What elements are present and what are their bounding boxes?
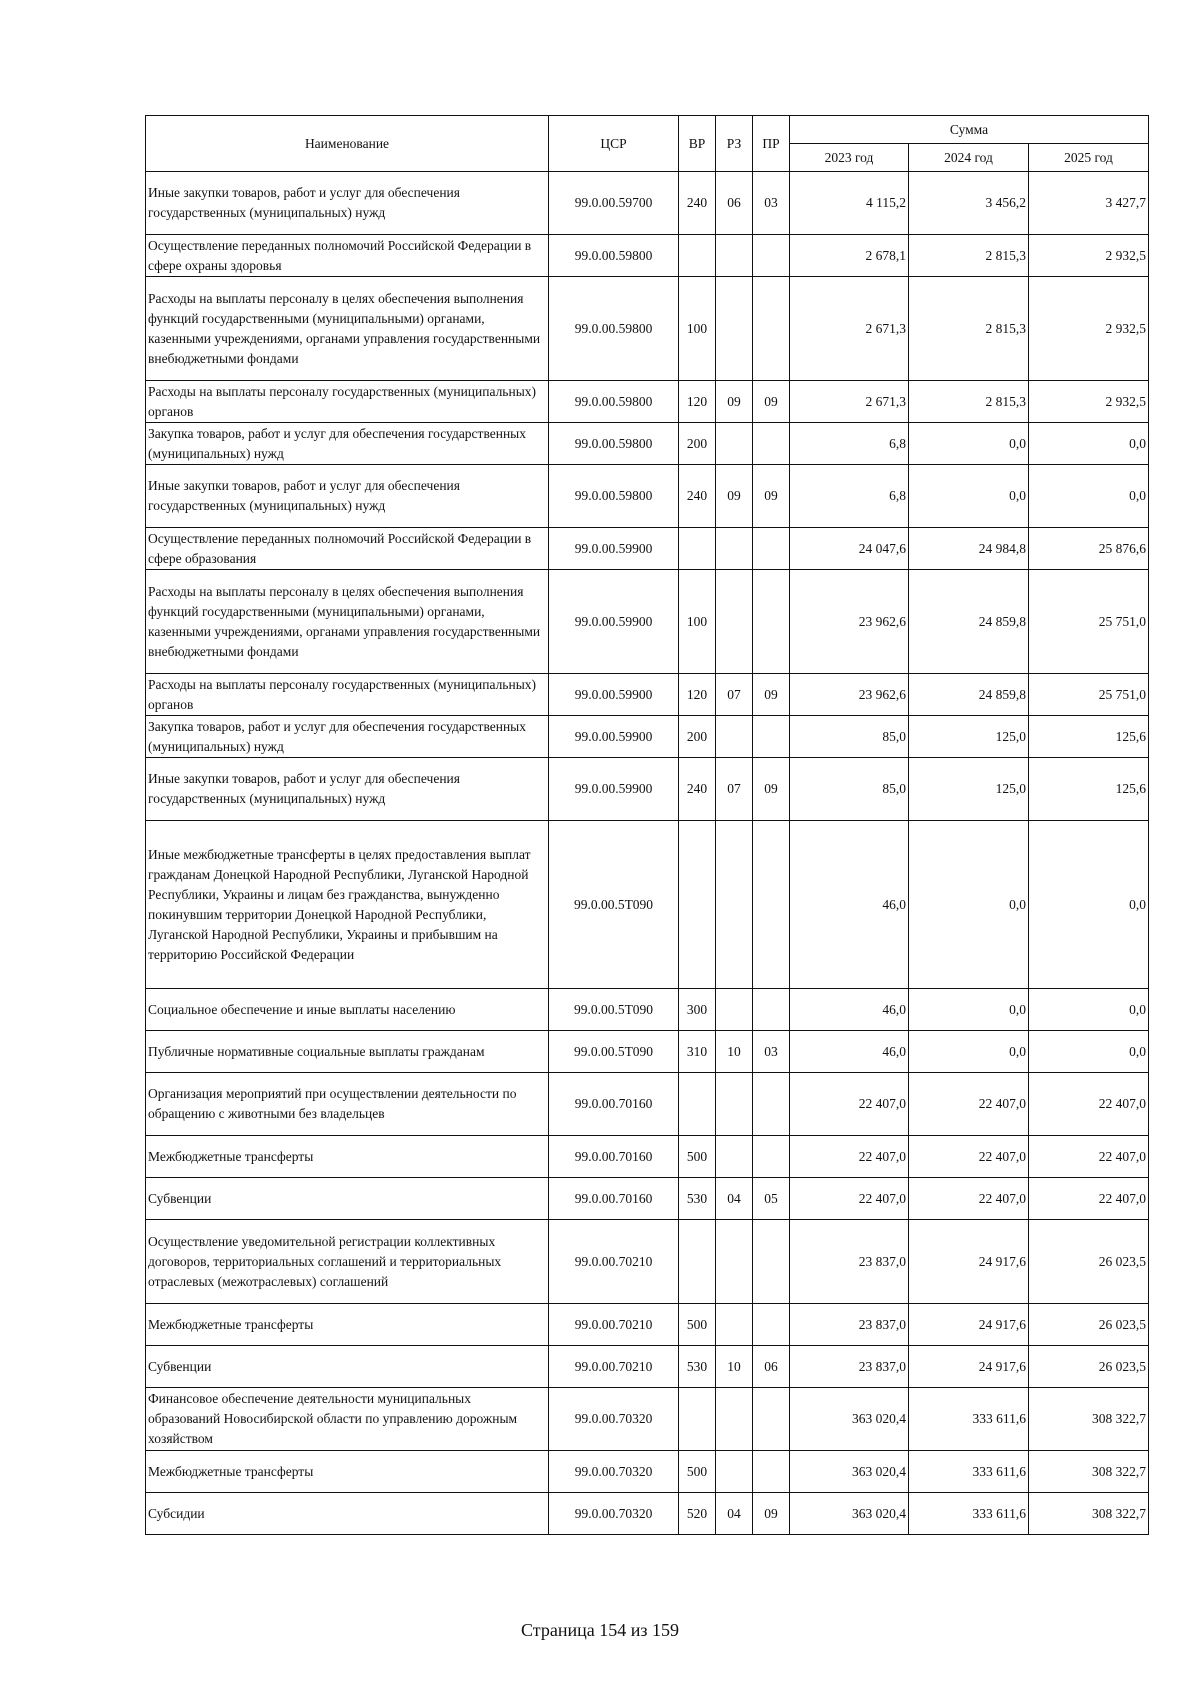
cell-s2023: 46,0: [790, 1031, 909, 1073]
cell-csr: 99.0.00.70210: [549, 1304, 679, 1346]
cell-pr: 09: [753, 1493, 790, 1535]
cell-csr: 99.0.00.59800: [549, 381, 679, 423]
cell-s2025: 22 407,0: [1029, 1073, 1149, 1136]
cell-rz: [716, 1073, 753, 1136]
cell-name: Субсидии: [146, 1493, 549, 1535]
header-year-2025: 2025 год: [1029, 144, 1149, 172]
cell-vr: 530: [679, 1346, 716, 1388]
table-row: [146, 1220, 1149, 1304]
cell-vr: 500: [679, 1136, 716, 1178]
cell-s2025: 22 407,0: [1029, 1136, 1149, 1178]
cell-pr: [753, 277, 790, 381]
cell-vr: 120: [679, 381, 716, 423]
cell-rz: 09: [716, 465, 753, 528]
table-row: [146, 1451, 1149, 1493]
cell-s2023: 363 020,4: [790, 1451, 909, 1493]
cell-csr: 99.0.00.70210: [549, 1346, 679, 1388]
table-row: [146, 1304, 1149, 1346]
cell-name: Осуществление переданных полномочий Российской Федерации в сфере образования: [146, 528, 549, 570]
header-year-2023: 2023 год: [790, 144, 909, 172]
header-rz: РЗ: [716, 116, 753, 172]
cell-pr: 09: [753, 758, 790, 821]
table-row: [146, 758, 1149, 821]
cell-rz: 04: [716, 1178, 753, 1220]
cell-name: Иные закупки товаров, работ и услуг для обеспечения государственных (муниципальных) нужд: [146, 758, 549, 821]
cell-s2024: 24 984,8: [909, 528, 1029, 570]
cell-pr: [753, 235, 790, 277]
cell-csr: 99.0.00.70160: [549, 1178, 679, 1220]
cell-s2025: 26 023,5: [1029, 1220, 1149, 1304]
header-csr: ЦСР: [549, 116, 679, 172]
cell-s2023: 2 671,3: [790, 381, 909, 423]
cell-s2024: 24 917,6: [909, 1346, 1029, 1388]
cell-csr: 99.0.00.59900: [549, 716, 679, 758]
cell-s2023: 22 407,0: [790, 1073, 909, 1136]
cell-s2023: 363 020,4: [790, 1493, 909, 1535]
cell-s2023: 23 837,0: [790, 1304, 909, 1346]
cell-rz: [716, 570, 753, 674]
cell-rz: [716, 528, 753, 570]
cell-vr: [679, 235, 716, 277]
cell-s2023: 24 047,6: [790, 528, 909, 570]
cell-pr: [753, 528, 790, 570]
table-row: [146, 989, 1149, 1031]
cell-s2024: 24 859,8: [909, 570, 1029, 674]
cell-name: Организация мероприятий при осуществлении деятельности по обращению с животными без владельцев: [146, 1073, 549, 1136]
cell-rz: [716, 716, 753, 758]
cell-rz: 06: [716, 172, 753, 235]
cell-name: Межбюджетные трансферты: [146, 1304, 549, 1346]
cell-rz: [716, 423, 753, 465]
cell-pr: [753, 716, 790, 758]
header-name: Наименование: [146, 116, 549, 172]
cell-s2023: 23 962,6: [790, 674, 909, 716]
cell-csr: 99.0.00.59900: [549, 570, 679, 674]
cell-rz: [716, 277, 753, 381]
cell-name: Межбюджетные трансферты: [146, 1451, 549, 1493]
cell-name: Субвенции: [146, 1346, 549, 1388]
cell-s2025: 0,0: [1029, 821, 1149, 989]
cell-pr: [753, 821, 790, 989]
cell-rz: [716, 821, 753, 989]
cell-vr: 240: [679, 465, 716, 528]
cell-s2025: 25 751,0: [1029, 674, 1149, 716]
cell-pr: [753, 1451, 790, 1493]
cell-vr: 120: [679, 674, 716, 716]
cell-s2025: 25 876,6: [1029, 528, 1149, 570]
cell-s2024: 24 859,8: [909, 674, 1029, 716]
cell-s2025: 0,0: [1029, 989, 1149, 1031]
cell-csr: 99.0.00.70320: [549, 1451, 679, 1493]
cell-pr: 05: [753, 1178, 790, 1220]
cell-s2024: 22 407,0: [909, 1136, 1029, 1178]
cell-name: Субвенции: [146, 1178, 549, 1220]
cell-s2023: 363 020,4: [790, 1388, 909, 1451]
cell-s2023: 6,8: [790, 465, 909, 528]
budget-table: [145, 115, 1149, 1535]
cell-s2023: 23 837,0: [790, 1346, 909, 1388]
cell-name: Финансовое обеспечение деятельности муниципальных образований Новосибирской области по управлению дорожным хозяйством: [146, 1388, 549, 1451]
cell-vr: 310: [679, 1031, 716, 1073]
cell-rz: [716, 1451, 753, 1493]
cell-s2025: 125,6: [1029, 716, 1149, 758]
cell-name: Публичные нормативные социальные выплаты гражданам: [146, 1031, 549, 1073]
cell-s2023: 46,0: [790, 821, 909, 989]
table-row: [146, 381, 1149, 423]
table-row: [146, 674, 1149, 716]
cell-s2023: 23 962,6: [790, 570, 909, 674]
cell-name: Иные закупки товаров, работ и услуг для обеспечения государственных (муниципальных) нужд: [146, 172, 549, 235]
cell-name: Социальное обеспечение и иные выплаты населению: [146, 989, 549, 1031]
cell-s2025: 3 427,7: [1029, 172, 1149, 235]
header-vr: ВР: [679, 116, 716, 172]
cell-s2024: 0,0: [909, 423, 1029, 465]
table-row: [146, 570, 1149, 674]
cell-s2024: 0,0: [909, 989, 1029, 1031]
cell-s2025: 308 322,7: [1029, 1493, 1149, 1535]
cell-vr: 500: [679, 1451, 716, 1493]
cell-pr: 09: [753, 381, 790, 423]
cell-s2024: 0,0: [909, 821, 1029, 989]
cell-s2023: 85,0: [790, 716, 909, 758]
cell-csr: 99.0.00.59800: [549, 235, 679, 277]
cell-pr: 06: [753, 1346, 790, 1388]
table-row: [146, 235, 1149, 277]
cell-pr: [753, 1073, 790, 1136]
cell-name: Осуществление уведомительной регистрации коллективных договоров, территориальных соглашений и территориальных отраслевых (межотраслевых) соглашений: [146, 1220, 549, 1304]
table-row: [146, 821, 1149, 989]
cell-csr: 99.0.00.5Т090: [549, 821, 679, 989]
cell-s2024: 333 611,6: [909, 1388, 1029, 1451]
cell-vr: [679, 1220, 716, 1304]
cell-vr: 200: [679, 423, 716, 465]
cell-rz: [716, 1388, 753, 1451]
cell-s2025: 22 407,0: [1029, 1178, 1149, 1220]
cell-s2024: 2 815,3: [909, 277, 1029, 381]
cell-csr: 99.0.00.59800: [549, 465, 679, 528]
cell-vr: [679, 528, 716, 570]
cell-pr: [753, 989, 790, 1031]
page-number: Страница 154 из 159: [521, 1620, 679, 1640]
cell-rz: 07: [716, 758, 753, 821]
cell-pr: [753, 423, 790, 465]
cell-s2023: 2 678,1: [790, 235, 909, 277]
cell-s2024: 2 815,3: [909, 381, 1029, 423]
cell-s2023: 85,0: [790, 758, 909, 821]
cell-csr: 99.0.00.59900: [549, 758, 679, 821]
cell-s2025: 0,0: [1029, 1031, 1149, 1073]
cell-s2023: 2 671,3: [790, 277, 909, 381]
cell-vr: 240: [679, 172, 716, 235]
cell-rz: 10: [716, 1031, 753, 1073]
cell-s2025: 2 932,5: [1029, 235, 1149, 277]
cell-rz: 10: [716, 1346, 753, 1388]
cell-name: Межбюджетные трансферты: [146, 1136, 549, 1178]
cell-pr: 09: [753, 674, 790, 716]
cell-csr: 99.0.00.59700: [549, 172, 679, 235]
cell-s2024: 333 611,6: [909, 1451, 1029, 1493]
cell-rz: 09: [716, 381, 753, 423]
table-row: [146, 423, 1149, 465]
cell-s2024: 24 917,6: [909, 1304, 1029, 1346]
cell-s2025: 26 023,5: [1029, 1304, 1149, 1346]
table-row: [146, 465, 1149, 528]
cell-s2024: 22 407,0: [909, 1073, 1029, 1136]
cell-name: Расходы на выплаты персоналу в целях обеспечения выполнения функций государственными (муниципальными) органами, казенными учреждениями, органами управления государственными внебюджетными фондами: [146, 277, 549, 381]
table-row: [146, 1178, 1149, 1220]
cell-csr: 99.0.00.59800: [549, 277, 679, 381]
cell-csr: 99.0.00.70160: [549, 1073, 679, 1136]
cell-vr: 240: [679, 758, 716, 821]
table-row: [146, 1346, 1149, 1388]
cell-name: Осуществление переданных полномочий Российской Федерации в сфере охраны здоровья: [146, 235, 549, 277]
header-pr: ПР: [753, 116, 790, 172]
cell-csr: 99.0.00.59900: [549, 674, 679, 716]
cell-pr: [753, 1136, 790, 1178]
cell-name: Закупка товаров, работ и услуг для обеспечения государственных (муниципальных) нужд: [146, 716, 549, 758]
cell-s2024: 125,0: [909, 758, 1029, 821]
cell-s2024: 2 815,3: [909, 235, 1029, 277]
cell-s2025: 0,0: [1029, 465, 1149, 528]
cell-pr: [753, 1220, 790, 1304]
cell-name: Иные закупки товаров, работ и услуг для обеспечения государственных (муниципальных) нужд: [146, 465, 549, 528]
cell-vr: 100: [679, 570, 716, 674]
cell-vr: [679, 821, 716, 989]
cell-name: Закупка товаров, работ и услуг для обеспечения государственных (муниципальных) нужд: [146, 423, 549, 465]
cell-s2023: 6,8: [790, 423, 909, 465]
table-row: [146, 1031, 1149, 1073]
cell-vr: [679, 1388, 716, 1451]
cell-csr: 99.0.00.59900: [549, 528, 679, 570]
cell-vr: 300: [679, 989, 716, 1031]
cell-rz: 07: [716, 674, 753, 716]
cell-pr: [753, 570, 790, 674]
cell-rz: [716, 1304, 753, 1346]
table-row: [146, 1073, 1149, 1136]
cell-s2025: 25 751,0: [1029, 570, 1149, 674]
cell-csr: 99.0.00.59800: [549, 423, 679, 465]
cell-s2024: 0,0: [909, 465, 1029, 528]
header-year-2024: 2024 год: [909, 144, 1029, 172]
cell-s2025: 125,6: [1029, 758, 1149, 821]
cell-csr: 99.0.00.5Т090: [549, 1031, 679, 1073]
cell-name: Расходы на выплаты персоналу государственных (муниципальных) органов: [146, 674, 549, 716]
cell-name: Расходы на выплаты персоналу в целях обеспечения выполнения функций государственными (муниципальными) органами, казенными учреждениями, органами управления государственными внебюджетными фондами: [146, 570, 549, 674]
cell-csr: 99.0.00.70320: [549, 1493, 679, 1535]
cell-vr: [679, 1073, 716, 1136]
cell-s2023: 23 837,0: [790, 1220, 909, 1304]
cell-name: Расходы на выплаты персоналу государственных (муниципальных) органов: [146, 381, 549, 423]
cell-s2024: 125,0: [909, 716, 1029, 758]
cell-rz: [716, 235, 753, 277]
cell-pr: 03: [753, 172, 790, 235]
cell-s2024: 333 611,6: [909, 1493, 1029, 1535]
cell-rz: [716, 989, 753, 1031]
cell-s2024: 24 917,6: [909, 1220, 1029, 1304]
cell-rz: [716, 1136, 753, 1178]
cell-vr: 530: [679, 1178, 716, 1220]
cell-s2025: 0,0: [1029, 423, 1149, 465]
cell-s2023: 22 407,0: [790, 1178, 909, 1220]
cell-pr: [753, 1388, 790, 1451]
cell-s2024: 0,0: [909, 1031, 1029, 1073]
cell-csr: 99.0.00.70210: [549, 1220, 679, 1304]
cell-s2025: 308 322,7: [1029, 1451, 1149, 1493]
cell-s2023: 22 407,0: [790, 1136, 909, 1178]
cell-vr: 200: [679, 716, 716, 758]
cell-s2023: 46,0: [790, 989, 909, 1031]
cell-pr: 09: [753, 465, 790, 528]
cell-s2025: 308 322,7: [1029, 1388, 1149, 1451]
cell-csr: 99.0.00.5Т090: [549, 989, 679, 1031]
cell-s2025: 26 023,5: [1029, 1346, 1149, 1388]
table-row: [146, 172, 1149, 235]
table-row: [146, 1493, 1149, 1535]
cell-rz: 04: [716, 1493, 753, 1535]
table-row: [146, 528, 1149, 570]
table-row: [146, 277, 1149, 381]
cell-s2025: 2 932,5: [1029, 381, 1149, 423]
cell-pr: [753, 1304, 790, 1346]
table-row: [146, 1388, 1149, 1451]
cell-name: Иные межбюджетные трансферты в целях предоставления выплат гражданам Донецкой Народной Республики, Луганской Народной Республики, Украины и лицам без гражданства, вынужденно покинувшим территории Донецкой Народной Республики, Луганской Народной Республики, Украины и прибывшим на территорию Российской Федерации: [146, 821, 549, 989]
cell-vr: 100: [679, 277, 716, 381]
cell-csr: 99.0.00.70320: [549, 1388, 679, 1451]
cell-s2024: 22 407,0: [909, 1178, 1029, 1220]
cell-vr: 520: [679, 1493, 716, 1535]
cell-rz: [716, 1220, 753, 1304]
cell-vr: 500: [679, 1304, 716, 1346]
header-sum: Сумма: [790, 116, 1149, 144]
cell-pr: 03: [753, 1031, 790, 1073]
cell-s2024: 3 456,2: [909, 172, 1029, 235]
table-row: [146, 1136, 1149, 1178]
cell-csr: 99.0.00.70160: [549, 1136, 679, 1178]
cell-s2023: 4 115,2: [790, 172, 909, 235]
table-row: [146, 716, 1149, 758]
cell-s2025: 2 932,5: [1029, 277, 1149, 381]
